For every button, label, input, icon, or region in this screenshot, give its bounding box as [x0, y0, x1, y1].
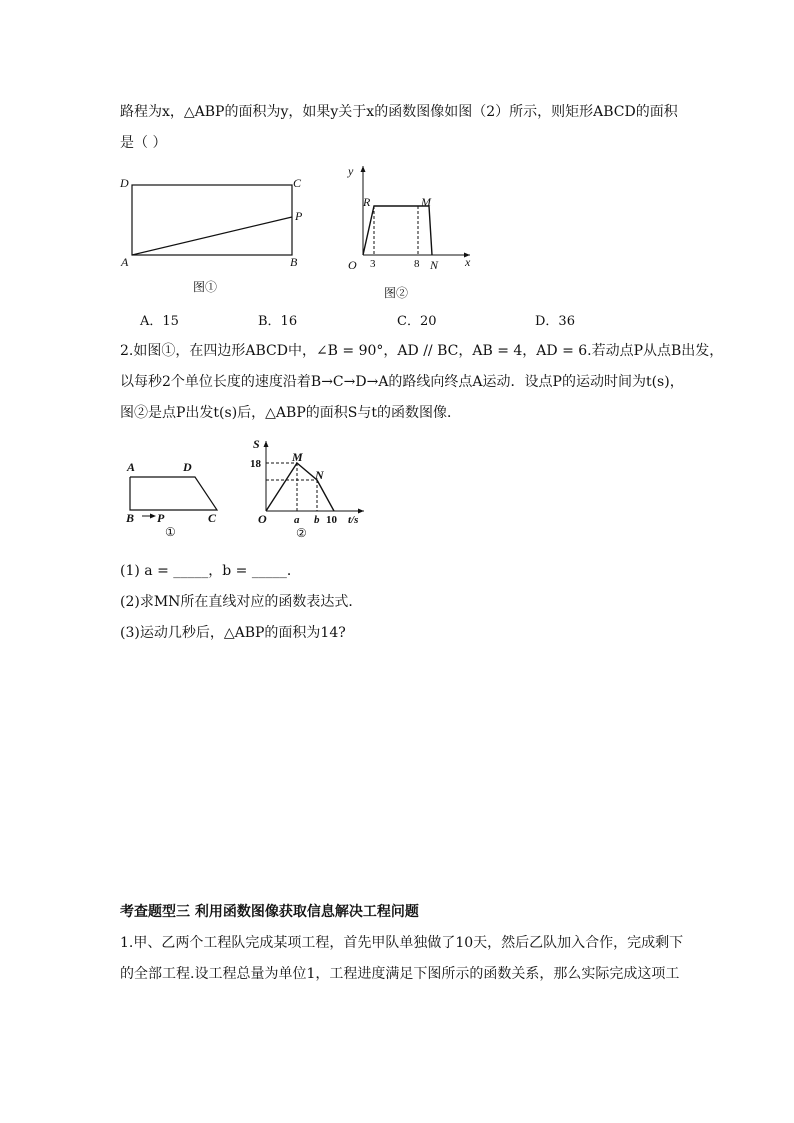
fig2-tick-8: 8 [414, 258, 420, 270]
fig1-label-A: A [121, 255, 129, 269]
fig2-label-R: R [363, 195, 371, 209]
fig2-label-O: O [348, 258, 357, 272]
fig1-label-C: C [293, 176, 302, 190]
fig1-label-P: P [295, 209, 303, 223]
fig2-label-x: x [465, 255, 471, 269]
q2-fig1-caption: ① [165, 525, 176, 539]
option-b: B．16 [258, 314, 298, 329]
q2-text-line-3: 图②是点P出发t(s)后，△ABP的面积S与t的函数图像． [120, 405, 461, 421]
fig1-label-B: B [290, 255, 298, 269]
q-prev-figure-2 [340, 158, 480, 308]
q2-fig2-label-M: M [292, 450, 303, 464]
q2-sub-question-1: (1) a = _____，b = _____． [120, 563, 301, 579]
q2-text-line-2: 以每秒2个单位长度的速度沿着B→C→D→A的路线向终点A运动．设点P的运动时间为t(s)， [120, 374, 684, 390]
fig2-label-y: y [348, 164, 354, 178]
q2-fig1-label-A: A [127, 460, 136, 474]
q2-fig1-label-C: C [208, 511, 217, 525]
q2-fig2-caption: ② [296, 526, 307, 540]
section-3-heading: 考查题型三 利用函数图像获取信息解决工程问题 [120, 904, 419, 920]
fig1-label-D: D [120, 176, 129, 190]
q2-fig1-label-B: B [126, 511, 135, 525]
option-c: C．20 [397, 314, 437, 329]
fig2-label-M: M [421, 195, 431, 209]
q2-fig2-label-O: O [258, 512, 267, 526]
q2-fig2-tick-a: a [294, 514, 300, 526]
q2-fig2-label-S: S [253, 437, 260, 451]
q2-fig2-label-t: t/s [348, 514, 359, 526]
q2-fig2-tick-b: b [314, 514, 320, 526]
q2-text-line-1: 2.如图①，在四边形ABCD中，∠B = 90°，AD // BC，AB = 4，AD = 6.若动点P从点B出发， [120, 343, 724, 359]
q2-sub-question-3: (3)运动几秒后，△ABP的面积为14? [120, 625, 346, 641]
section-3-text-line-2: 的全部工程.设工程总量为单位1，工程进度满足下图所示的函数关系，那么实际完成这项工 [120, 966, 680, 982]
q2-fig2-tick-10: 10 [326, 514, 337, 526]
q2-figure-2 [248, 435, 378, 547]
q2-figure-1 [120, 455, 230, 545]
q-prev-text-line-2: 是（ ） [120, 135, 167, 151]
fig1-caption: 图① [193, 280, 218, 294]
q-prev-text-line-1: 路程为x，△ABP的面积为y，如果y关于x的函数图像如图（2）所示，则矩形ABCD的面积 [120, 104, 678, 120]
fig2-label-N: N [430, 258, 439, 272]
option-a: A．15 [140, 314, 179, 329]
q2-fig1-label-P: P [157, 511, 165, 525]
option-d: D．36 [535, 314, 575, 329]
section-3-text-line-1: 1.甲、乙两个工程队完成某项工程，首先甲队单独做了10天，然后乙队加入合作，完成剩下 [120, 935, 684, 951]
q2-sub-question-2: (2)求MN所在直线对应的函数表达式． [120, 594, 363, 610]
q2-fig2-label-N: N [315, 468, 324, 482]
q-prev-figure-1 [115, 170, 315, 305]
q2-fig2-tick-18: 18 [250, 458, 261, 470]
fig2-caption: 图② [384, 286, 409, 300]
q2-fig1-label-D: D [183, 460, 192, 474]
fig2-tick-3: 3 [370, 258, 376, 270]
